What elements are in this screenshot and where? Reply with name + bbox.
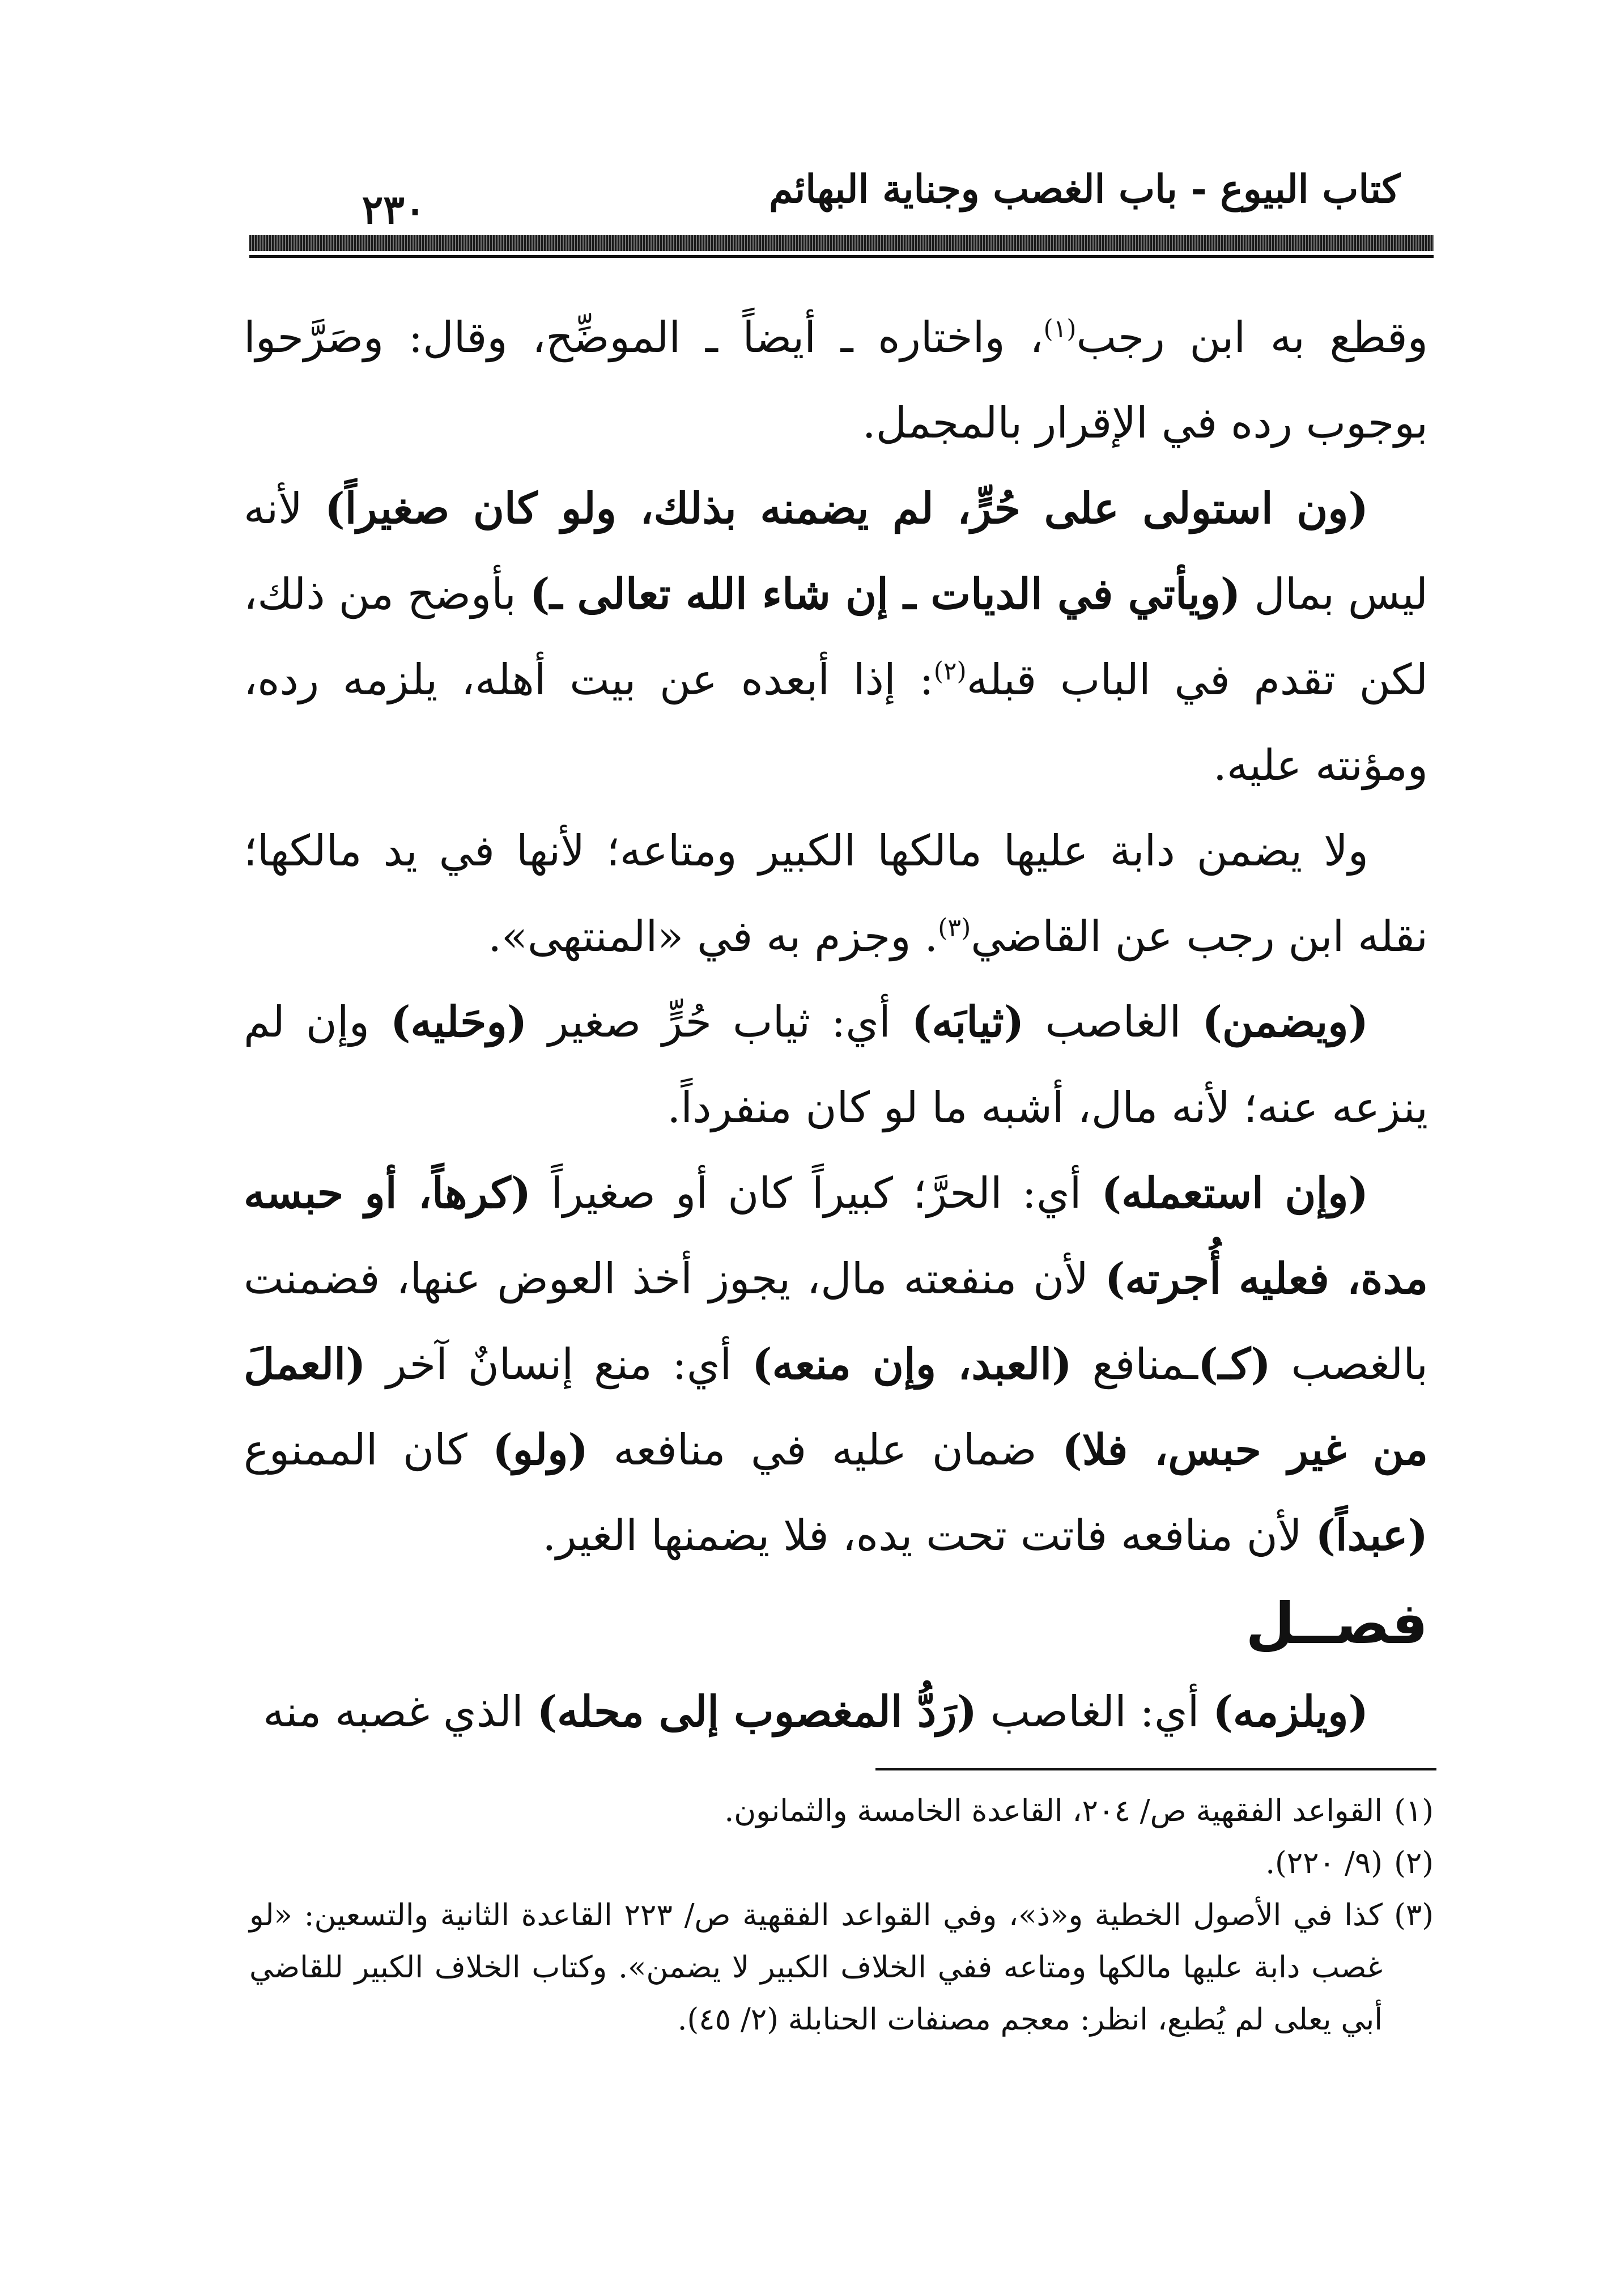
matn-text: (رَدُّ المغصوب إلى محله) [537,1687,977,1736]
footnote-ref-2: (٢) [933,657,967,686]
section-heading: فصــل [1245,1590,1428,1657]
page-number: ٢٣٠ [362,186,426,233]
text-run: ولا يضمن دابة عليها مالكها الكبير ومتاعه؛ لأنها في يد مالكها؛ نقله ابن رجب عن القاضي [244,826,1428,961]
footnote-number: (١) [1394,1794,1434,1828]
text-run: أي: ثياب حُرٍّ صغير [527,997,912,1047]
paragraph-5 [244,1150,1428,1578]
main-text [244,295,1428,1755]
text-run: : إذا أبعده عن بيت أهله، يلزمه رده، ومؤنته عليه. [244,655,1428,790]
text-run: الذي غصبه منه [263,1687,537,1736]
text-run: ضمان عليه في منافعه [588,1425,1062,1475]
text-run: بأوضح من ذلك، لكن تقدم في الباب قبله [244,569,1428,704]
header-rule-line [249,255,1434,258]
matn-text: (عبداً) [1315,1510,1428,1560]
matn-text: (ثيابَه) [911,997,1024,1047]
matn-text: (كـ) [1198,1339,1271,1389]
text-run: ـمنافع [1072,1339,1198,1389]
paragraph-3 [244,808,1428,979]
matn-text: (ولو) [492,1425,588,1475]
text-run: لأنه ليس بمال [244,483,1428,619]
matn-text: (العملَ من غير حبس، فلا) [244,1339,1428,1475]
text-run: لأن منفعته مال، يجوز أخذ العوض عنها، فضمنت بالغصب [244,1254,1428,1389]
text-run: كان الممنوع [244,1425,493,1475]
footnote-3 [249,1889,1434,2046]
footnote-1 [249,1785,1434,1837]
matn-text: (ويضمن) [1202,997,1368,1047]
running-title: كتاب البيوع - باب الغصب وجناية البهائم [769,167,1400,212]
footnote-ref-1: (١) [1043,315,1077,343]
paragraph-6 [244,1669,1428,1755]
footnote-number: (٣) [1394,1898,1434,1933]
matn-text: (وحَليه) [390,997,528,1047]
text-run: أي: الغاصب [976,1687,1213,1736]
footnote-2 [249,1837,1434,1889]
matn-text: (ون استولى على حُرٍّ، لم يضمنه بذلك، ولو كان صغيراً) [325,483,1368,533]
matn-text: (ويلزمه) [1213,1687,1368,1736]
footnote-text: القواعد الفقهية ص/ ٢٠٤، القاعدة الخامسة والثمانون. [724,1794,1383,1828]
footnote-text: كذا في الأصول الخطية و«ذ»، وفي القواعد الفقهية ص/ ٢٢٣ القاعدة الثانية والتسعين: «لو غصب دابة عليها مالكها ومتاعه ففي الخلاف الكبير لا يضمن». وكتاب الخلاف الكبير للقاضي أبي يعلى لم يُطبع، انظر: معجم مصنفات الحنابلة (٢/ ٤٥). [249,1898,1383,2037]
text-run: أي: الحرَّ؛ كبيراً كان أو صغيراً [531,1168,1102,1218]
page-header [0,0,1624,266]
text-run: . وجزم به في «المنتهى». [488,911,938,961]
footnote-number: (٢) [1394,1846,1434,1880]
text-run: وإن لم ينزعه عنه؛ لأنه مال، أشبه ما لو كان منفرداً. [244,997,1428,1132]
footnote-ref-3: (٣) [938,914,971,942]
matn-text: (وإن استعمله) [1101,1168,1368,1218]
text-run: الغاصب [1024,997,1202,1047]
matn-text: (كرهاً، أو حبسه مدة، فعليه أُجرته) [244,1168,1428,1303]
text-run: أي: منع إنسانٌ آخر [365,1339,753,1389]
text-run: وقطع به ابن رجب [1076,312,1428,362]
paragraph-4 [244,979,1428,1150]
matn-text: (ويأتي في الديات ـ إن شاء الله تعالى ـ) [529,569,1241,619]
footnote-text: (٩/ ٢٢٠). [1265,1846,1383,1880]
header-rule [249,235,1434,251]
matn-text: (العبد، وإن منعه) [752,1339,1072,1389]
footnote-separator [875,1768,1436,1770]
text-run: ، واختاره ـ أيضاً ـ الموضِّح، وقال: وصَرَّحوا بوجوب رده في الإقرار بالمجمل. [244,312,1428,448]
footnotes [249,1785,1434,2046]
paragraph-2 [244,466,1428,808]
paragraph-1 [244,295,1428,466]
text-run: لأن منافعه فاتت تحت يده، فلا يضمنها الغير. [542,1510,1316,1560]
